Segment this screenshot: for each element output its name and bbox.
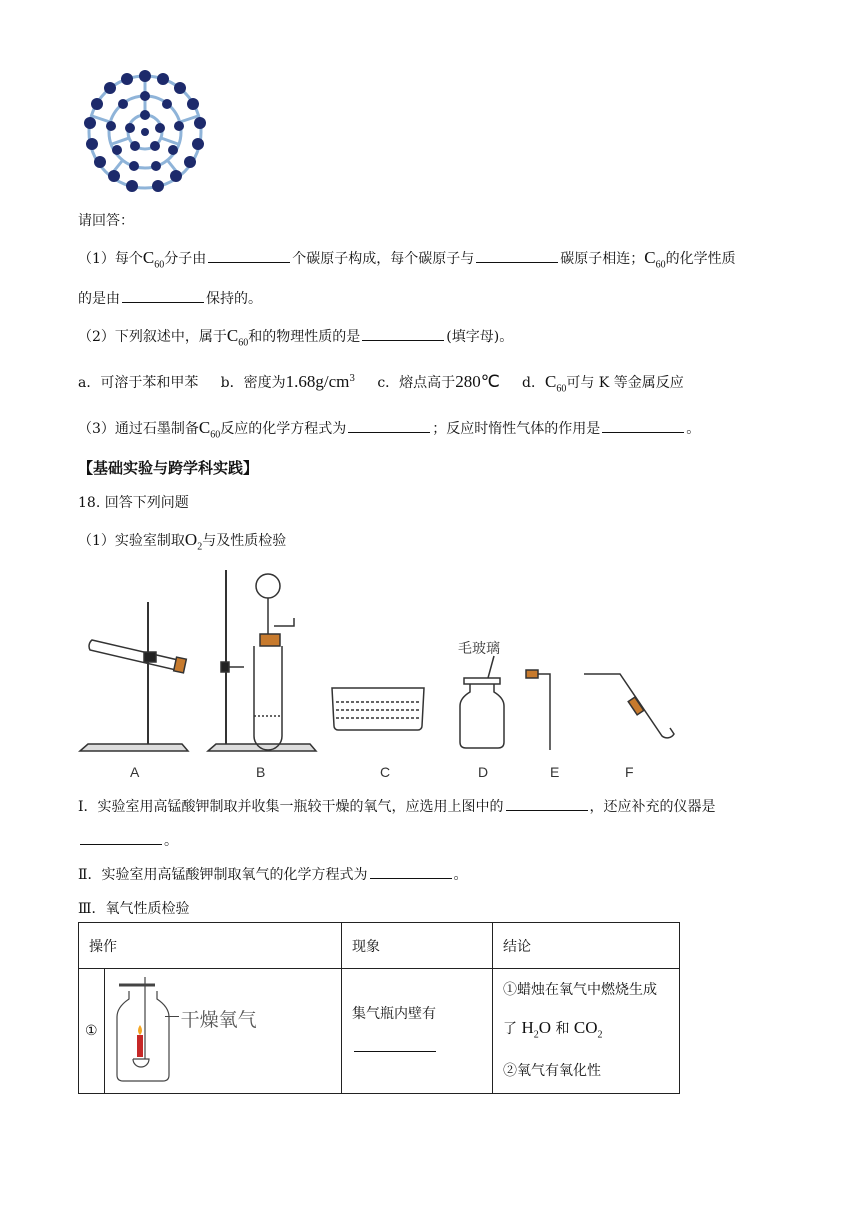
q1-text-5: 的化学性质 (665, 251, 736, 267)
question-i-line-1: Ⅰ．实验室用高锰酸钾制取并收集一瓶较干燥的氧气，应选用上图中的 ，还应补充的仪器是 (78, 796, 716, 816)
question-ii: Ⅱ．实验室用高锰酸钾制取氧气的化学方程式为 。 (78, 864, 468, 884)
question-1-line-2 (78, 288, 262, 308)
phenomenon-cell: 集气瓶内壁有 (342, 969, 493, 1094)
o2-formula: $O_2$ (184, 530, 203, 553)
question-18-part-1: （1）实验室制取$O_2$与及性质检验 (78, 530, 287, 553)
answer-blank[interactable] (362, 326, 444, 341)
header-phenomenon: 现象 (342, 923, 493, 969)
q2-text-3: (填字母)。 (446, 329, 514, 345)
answer-blank[interactable] (208, 248, 290, 263)
option-c: c．熔点高于280℃ (377, 372, 500, 391)
header-operation: 操作 (79, 923, 342, 969)
option-b: b．密度为$1.68g/cm^3$ (220, 372, 356, 391)
q3-text-3: ；反应时惰性气体的作用是 (432, 421, 601, 437)
c60-formula: $C_{60}$ (644, 248, 666, 271)
apparatus-figure (78, 566, 698, 756)
question-1-line-1 (78, 248, 736, 270)
c60-molecule-image (72, 66, 218, 198)
question-iii: Ⅲ．氧气性质检验 (78, 901, 190, 917)
option-a: a．可溶于苯和甲苯 (78, 375, 199, 391)
conclusion-cell: ①蜡烛在氧气中燃烧生成 了 $H_2O$ 和 $CO_2$ ②氧气有氧化性 (493, 969, 680, 1094)
answer-blank[interactable] (602, 418, 684, 433)
q1-text-2: 分子由 (164, 251, 207, 267)
q1-text-3: 个碳原子构成，每个碳原子与 (292, 251, 475, 267)
q1-text-4: 碳原子相连； (560, 251, 645, 267)
apparatus-a-test-tube-stand (80, 602, 188, 751)
question-3 (78, 418, 700, 440)
q2-text-1: （2）下列叙述中，属于 (78, 329, 227, 345)
candle-bottle-figure (115, 977, 171, 1085)
q1-line2-text-1: 的是由 (78, 291, 120, 307)
answer-blank[interactable] (80, 830, 162, 845)
answer-blank[interactable] (476, 248, 558, 263)
apparatus-b-separatory-funnel (208, 570, 316, 751)
intro-text: 请回答： (78, 213, 134, 229)
question-18-title: 18. 回答下列问题 (78, 495, 189, 511)
apparatus-e-gas-tube (526, 670, 550, 750)
operation-figure-cell (104, 969, 341, 1094)
answer-blank[interactable] (506, 796, 588, 811)
apparatus-label-a: A (130, 764, 140, 780)
q3-text-1: （3）通过石墨制备 (78, 421, 199, 437)
question-i-line-2: 。 (78, 830, 178, 850)
apparatus-label-b: B (256, 764, 266, 780)
answer-blank[interactable] (348, 418, 430, 433)
option-d: d．$C_{60}$可与 K 等金属反应 (522, 372, 684, 395)
apparatus-label-c: C (380, 764, 391, 780)
apparatus-f-bent-tube (584, 674, 674, 738)
answer-blank[interactable] (370, 864, 452, 879)
answer-blank[interactable] (354, 1037, 436, 1052)
oxygen-property-table (78, 922, 680, 1094)
c60-formula: $C_{60}$ (198, 418, 221, 441)
q1-text-1: （1）每个 (78, 251, 143, 267)
question-2 (78, 326, 513, 348)
apparatus-c-water-trough (332, 688, 424, 730)
answer-blank[interactable] (122, 288, 204, 303)
q3-text-2: 反应的化学方程式为 (220, 421, 347, 437)
q2-text-2: 和的物理性质的是 (248, 329, 361, 345)
options-line (78, 372, 684, 394)
row-number: ① (79, 969, 105, 1094)
glass-label: 毛玻璃 (458, 640, 500, 656)
apparatus-d-gas-collecting-bottle (460, 656, 504, 748)
apparatus-label-e: E (550, 764, 560, 780)
q1-line2-text-2: 保持的。 (206, 291, 262, 307)
apparatus-label-f: F (625, 764, 634, 780)
q3-text-4: 。 (686, 421, 701, 437)
header-conclusion: 结论 (493, 923, 680, 969)
c60-formula: $C_{60}$ (142, 248, 165, 271)
apparatus-label-d: D (478, 764, 489, 780)
c60-formula: $C_{60}$ (226, 326, 249, 349)
dry-oxygen-label: 干燥氧气 (180, 1009, 257, 1031)
section-title: 【基础实验与跨学科实践】 (78, 459, 259, 477)
